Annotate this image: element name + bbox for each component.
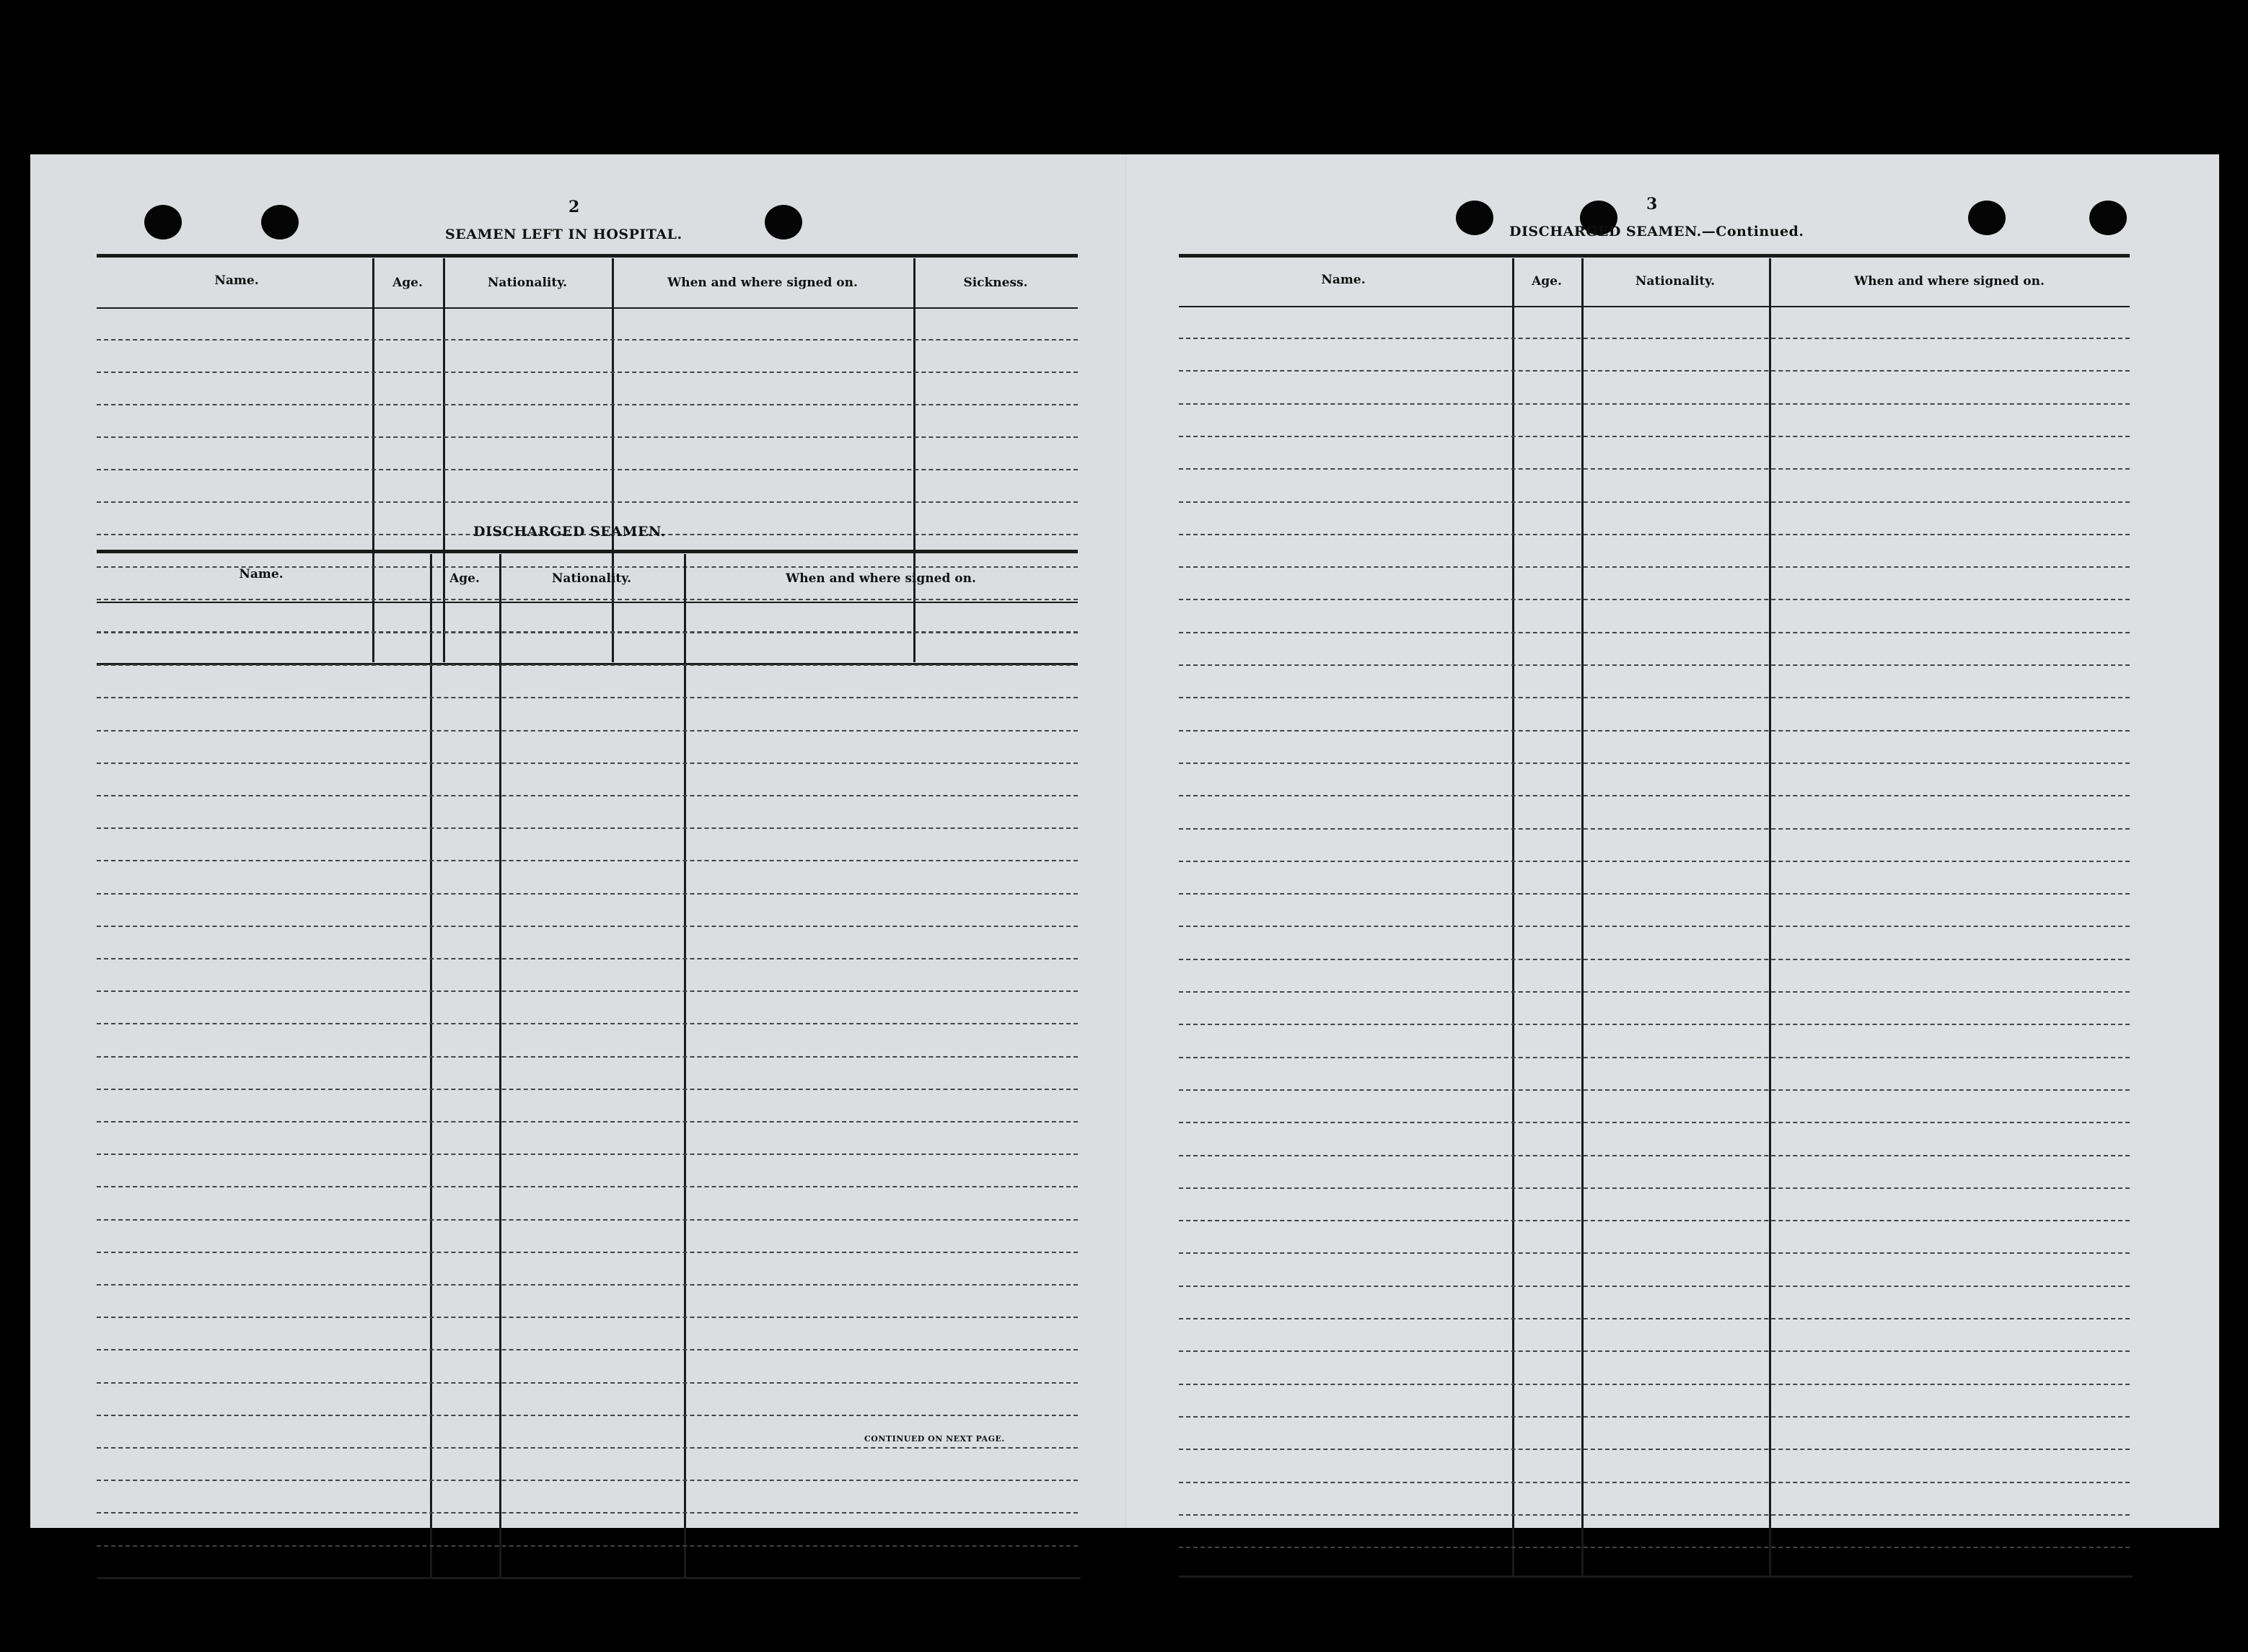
punch-hole [1968, 201, 2006, 235]
punch-hole [261, 205, 299, 240]
column-header-age: Age. [1532, 274, 1562, 289]
ruled-line [1179, 1122, 2130, 1123]
punch-hole [144, 205, 182, 240]
punch-hole [765, 205, 802, 240]
ruled-line [97, 1382, 1078, 1384]
ruled-line [97, 501, 1078, 503]
scanned-document [30, 154, 2219, 1528]
column-header-name: Name. [214, 273, 259, 288]
ruled-line [97, 1089, 1078, 1090]
ruled-line [97, 860, 1078, 861]
column-header-nationality: Nationality. [1635, 274, 1716, 289]
ruled-line [97, 436, 1078, 438]
ruled-line [97, 664, 1078, 666]
ruled-line [1179, 1220, 2130, 1221]
ruled-line [1179, 828, 2130, 830]
right-page [1127, 154, 2219, 1528]
ruled-line [1179, 959, 2130, 960]
ruled-line [1179, 468, 2130, 470]
column-header-sickness: Sickness. [963, 276, 1028, 290]
ruled-line [97, 763, 1078, 764]
ruled-line [97, 1284, 1078, 1286]
ruled-line [97, 827, 1078, 829]
ruled-line [97, 1121, 1078, 1122]
ruled-line [97, 893, 1078, 895]
ruled-line [1179, 1286, 2130, 1287]
ruled-line [97, 958, 1078, 959]
punch-hole [2089, 201, 2127, 235]
ruled-line [97, 632, 1078, 633]
ruled-line [97, 1317, 1078, 1318]
punch-hole [1456, 201, 1493, 235]
page-number: 3 [1646, 195, 1658, 214]
ruled-line [97, 1480, 1078, 1481]
ruled-line [1179, 926, 2130, 927]
ruled-line [1179, 1057, 2130, 1058]
ruled-line [97, 697, 1078, 698]
ruled-line [1179, 501, 2130, 503]
column-header-name: Name. [1321, 273, 1366, 287]
ruled-line [1179, 1350, 2130, 1352]
ruled-line [97, 1349, 1078, 1350]
ruled-line [1179, 1155, 2130, 1156]
ruled-line [97, 1415, 1078, 1416]
ruled-line [1179, 763, 2130, 764]
ruled-line [1179, 893, 2130, 895]
ruled-line [97, 469, 1078, 470]
column-header-age: Age. [392, 276, 423, 290]
ruled-line [1179, 664, 2130, 666]
ruled-line [97, 599, 1078, 600]
ruled-line [1179, 1384, 2130, 1385]
ruled-line [1179, 991, 2130, 993]
ruled-line [97, 926, 1078, 927]
ruled-line [1179, 632, 2130, 633]
ruled-line [97, 1252, 1078, 1253]
ruled-line [97, 1447, 1078, 1449]
ruled-line [1179, 1024, 2130, 1025]
ruled-line [97, 990, 1078, 992]
ruled-line [1179, 534, 2130, 535]
hospital-section-title: SEAMEN LEFT IN HOSPITAL. [445, 227, 682, 242]
column-header-when-where: When and where signed on. [786, 571, 976, 586]
ruled-line [1179, 861, 2130, 862]
ruled-line [1179, 1514, 2130, 1516]
ruled-line [97, 339, 1078, 340]
column-header-when-where: When and where signed on. [667, 276, 858, 290]
column-header-name: Name. [239, 567, 284, 581]
ruled-line [1179, 1449, 2130, 1450]
ruled-line [97, 1545, 1078, 1547]
ruled-line [1179, 1547, 2130, 1548]
discharged-continued-title: DISCHARGED SEAMEN.—Continued. [1509, 224, 1804, 240]
ruled-line [1179, 338, 2130, 339]
ruled-line [1179, 403, 2130, 405]
column-header-nationality: Nationality. [487, 276, 568, 290]
ruled-line [97, 1154, 1078, 1155]
ruled-line [97, 1056, 1078, 1058]
ruled-line [1179, 697, 2130, 698]
ruled-line [1179, 370, 2130, 372]
continued-note: CONTINUED ON NEXT PAGE. [864, 1434, 1005, 1444]
ruled-line [97, 1186, 1078, 1187]
ruled-line [1179, 1252, 2130, 1254]
ruled-line [97, 795, 1078, 796]
column-header-age: Age. [449, 571, 480, 586]
ruled-line [1179, 730, 2130, 731]
ruled-line [1179, 1482, 2130, 1483]
column-header-nationality: Nationality. [551, 571, 632, 586]
ruled-line [1179, 1089, 2130, 1091]
ruled-line [97, 1023, 1078, 1024]
ruled-line [1179, 599, 2130, 600]
ruled-line [1179, 1318, 2130, 1319]
ruled-line [97, 1512, 1078, 1513]
ruled-line [1179, 436, 2130, 437]
ruled-line [97, 730, 1078, 731]
ruled-line [97, 404, 1078, 405]
ruled-line [1179, 1416, 2130, 1418]
ruled-line [1179, 566, 2130, 568]
ruled-line [1179, 1187, 2130, 1189]
ruled-line [1179, 795, 2130, 796]
left-page [30, 154, 1127, 1528]
ruled-line [97, 372, 1078, 373]
ruled-line [97, 1219, 1078, 1221]
page-number: 2 [568, 198, 580, 216]
discharged-section-title: DISCHARGED SEAMEN. [473, 524, 666, 540]
column-header-when-where: When and where signed on. [1854, 274, 2045, 289]
